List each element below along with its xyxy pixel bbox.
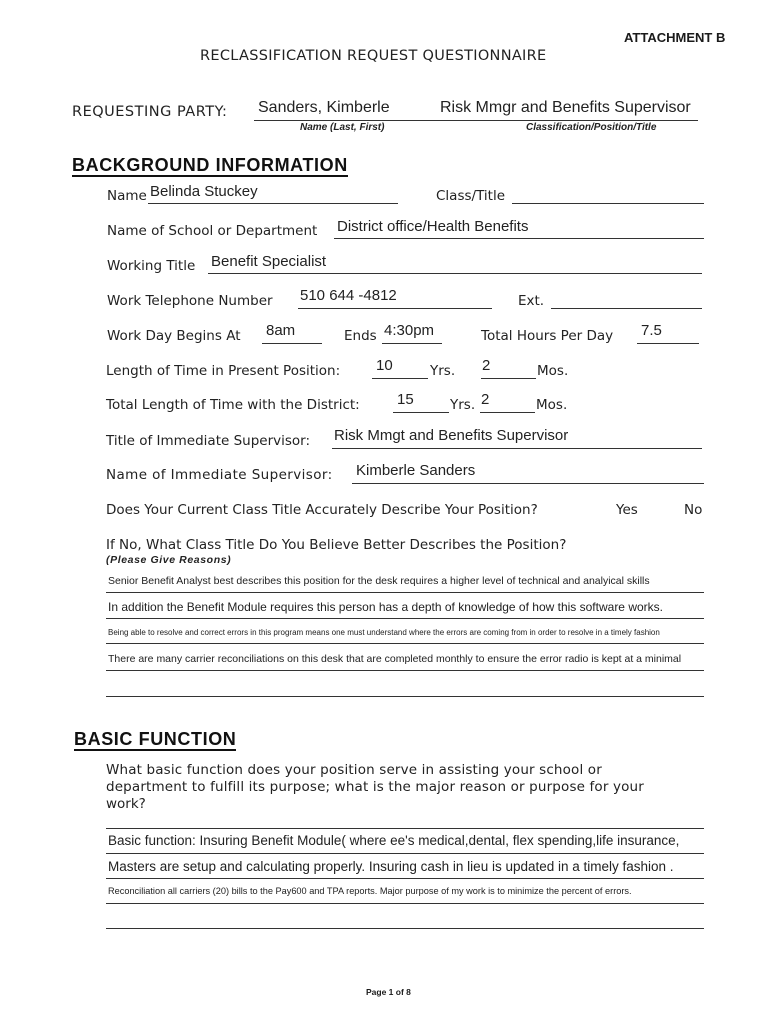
working-title-line [208, 273, 702, 274]
present-mos-field[interactable]: 2 [482, 357, 491, 374]
hours-field[interactable]: 7.5 [641, 322, 662, 339]
reason-underline-2 [106, 618, 704, 619]
name-caption: Name (Last, First) [300, 122, 385, 133]
title-caption: Classification/Position/Title [526, 122, 657, 133]
present-yrs-field[interactable]: 10 [376, 357, 393, 374]
name-label: Name [107, 188, 147, 204]
present-mos-line [481, 378, 536, 379]
hours-line [637, 343, 699, 344]
name-field[interactable]: Belinda Stuckey [150, 183, 258, 200]
phone-field[interactable]: 510 644 -4812 [300, 287, 397, 304]
present-label: Length of Time in Present Position: [106, 363, 341, 379]
ends-field[interactable]: 4:30pm [384, 322, 435, 339]
reason-underline-1 [106, 592, 704, 593]
no-option[interactable]: No [684, 502, 703, 518]
district-yrs-label: Yrs. [450, 397, 476, 413]
reason-underline-3 [106, 643, 704, 644]
district-yrs-line [393, 412, 449, 413]
district-yrs-field[interactable]: 15 [397, 391, 414, 408]
hours-label: Total Hours Per Day [481, 328, 614, 344]
accurate-question: Does Your Current Class Title Accurately Describe Your Position? [106, 502, 538, 518]
requesting-party-name-field[interactable]: Sanders, Kimberle [258, 99, 390, 116]
reason-underline-5 [106, 696, 704, 697]
ends-line [382, 343, 442, 344]
ends-label: Ends [344, 328, 377, 344]
requesting-party-line [254, 120, 698, 121]
basic-question-line-1: What basic function does your position serve in assisting your school or [106, 762, 602, 778]
dept-label: Name of School or Department [107, 223, 318, 239]
background-heading: BACKGROUND INFORMATION [72, 155, 348, 175]
reason-underline-4 [106, 670, 704, 671]
if-no-question: If No, What Class Title Do You Believe Better Describes the Position? [106, 537, 567, 553]
ext-label: Ext. [518, 293, 545, 309]
requesting-party-label: REQUESTING PARTY: [72, 104, 228, 120]
page-number: Page 1 of 8 [366, 987, 411, 997]
reason-line-3[interactable]: Being able to resolve and correct errors in this program means one must understand where the errors are coming from in order to resolve in a timely fashion [108, 628, 660, 637]
ext-line [551, 308, 702, 309]
basic-underline-5 [106, 928, 704, 929]
begins-label: Work Day Begins At [107, 328, 241, 344]
dept-line [334, 238, 704, 239]
basic-function-heading: BASIC FUNCTION [74, 729, 237, 749]
reason-line-4[interactable]: There are many carrier reconciliations on this desk that are completed monthly to ensure the error radio is kept at a minimal [108, 653, 682, 665]
basic-underline-2 [106, 853, 704, 854]
supervisor-title-line [332, 448, 702, 449]
supervisor-title-label: Title of Immediate Supervisor: [106, 433, 311, 449]
supervisor-name-label: Name of Immediate Supervisor: [106, 467, 333, 483]
begins-field[interactable]: 8am [266, 322, 296, 339]
phone-label: Work Telephone Number [107, 293, 273, 309]
district-mos-field[interactable]: 2 [481, 391, 490, 408]
district-mos-label: Mos. [536, 397, 568, 413]
basic-underline-1 [106, 828, 704, 829]
present-mos-label: Mos. [537, 363, 569, 379]
present-yrs-label: Yrs. [430, 363, 456, 379]
working-title-field[interactable]: Benefit Specialist [211, 253, 327, 270]
page-title: RECLASSIFICATION REQUEST QUESTIONNAIRE [200, 48, 547, 64]
attachment-label: ATTACHMENT B [624, 30, 726, 45]
dept-field[interactable]: District office/Health Benefits [337, 218, 529, 235]
present-yrs-line [372, 378, 428, 379]
working-title-label: Working Title [107, 258, 196, 274]
basic-underline-3 [106, 878, 704, 879]
basic-question-line-3: work? [106, 796, 146, 812]
reason-line-1[interactable]: Senior Benefit Analyst best describes this position for the desk requires a higher level of technical and analyical skills [108, 575, 650, 587]
supervisor-name-line [352, 483, 704, 484]
district-label: Total Length of Time with the District: [106, 397, 360, 413]
basic-question-line-2: department to fulfill its purpose; what is the major reason or purpose for your [106, 779, 644, 795]
yes-option[interactable]: Yes [616, 502, 638, 518]
phone-line [298, 308, 492, 309]
district-mos-line [480, 412, 535, 413]
begins-line [262, 343, 322, 344]
name-line [148, 203, 398, 204]
class-title-label: Class/Title [436, 188, 505, 204]
supervisor-title-field[interactable]: Risk Mmgt and Benefits Supervisor [334, 427, 569, 444]
basic-answer-line-4[interactable]: Reconciliation all carriers (20) bills to the Pay600 and TPA reports. Major purpose of my work is to minimize the percent of errors. [108, 886, 632, 896]
class-title-line [512, 203, 704, 204]
please-give-reasons: (Please Give Reasons) [106, 554, 232, 566]
basic-answer-line-3[interactable]: Masters are setup and calculating properly. Insuring cash in lieu is updated in a timely fashion . [108, 859, 674, 874]
reason-line-2[interactable]: In addition the Benefit Module requires this person has a depth of knowledge of how this software works. [108, 600, 663, 614]
basic-underline-4 [106, 903, 704, 904]
supervisor-name-field[interactable]: Kimberle Sanders [356, 462, 476, 479]
basic-answer-line-2[interactable]: Basic function: Insuring Benefit Module( where ee's medical,dental, flex spending,life insurance, [108, 833, 680, 848]
requesting-party-title-field[interactable]: Risk Mmgr and Benefits Supervisor [440, 99, 691, 116]
